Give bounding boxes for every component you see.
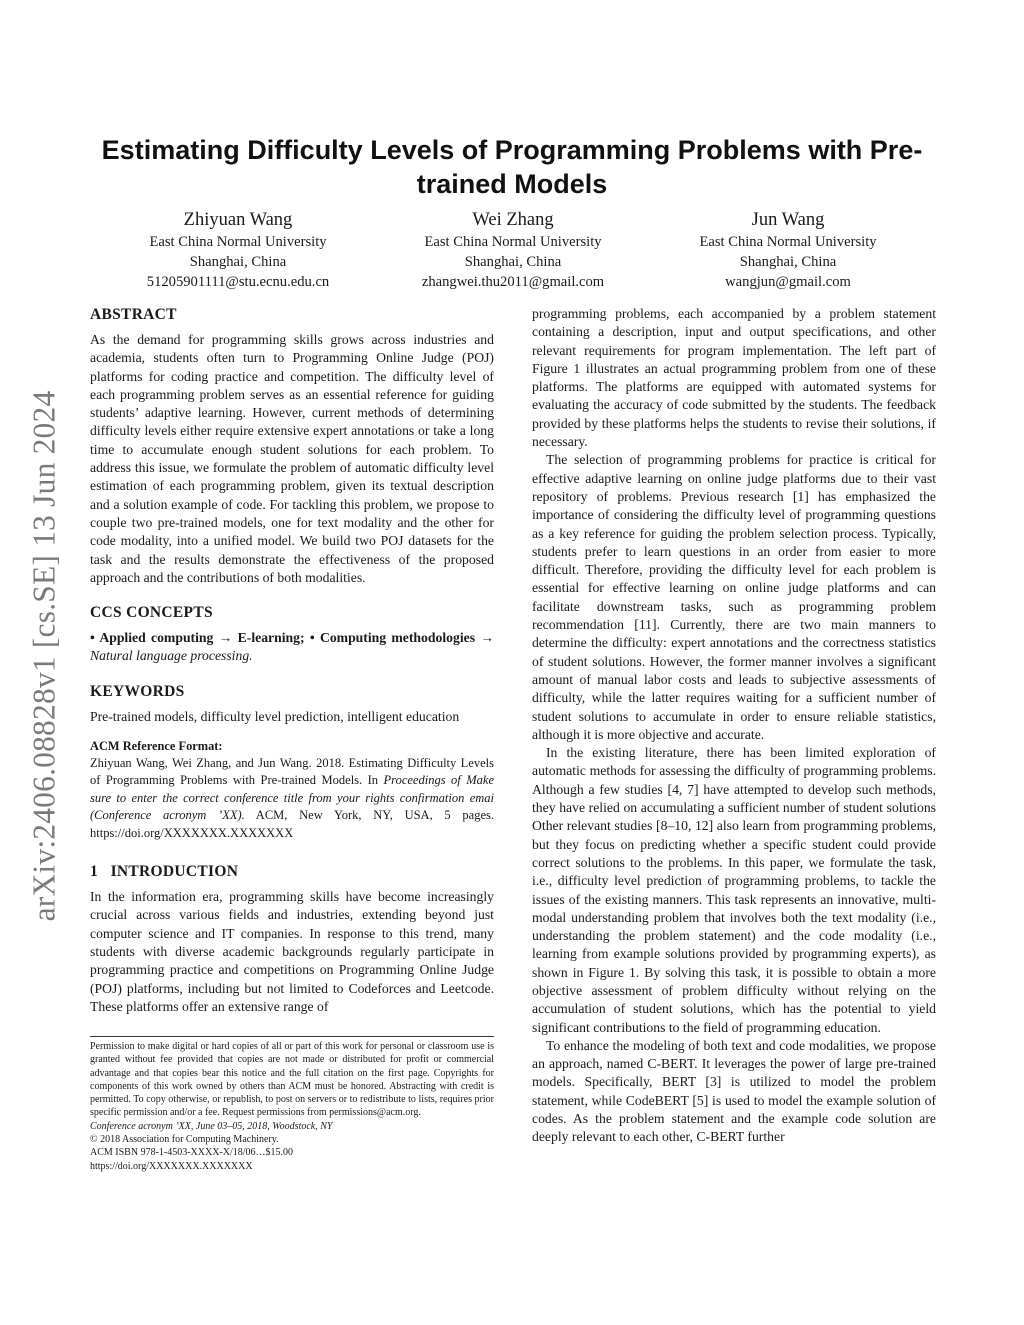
left-column (90, 305, 494, 1016)
author-location: Shanghai, China (464, 254, 562, 270)
author-name: Jun Wang (751, 210, 825, 230)
acm-reference-text: Zhiyuan Wang, Wei Zhang, and Jun Wang. 2018. Estimating Difficulty Levels of Programming Problems with Pre-trained Models. In Proceedings of Make sure to enter the correct conference title from your rights confirmation emai (Conference acronym ’XX). ACM, New York, NY, USA, 5 pages. https://doi.org/XXXXXXX.XXXXXXX (90, 756, 495, 840)
arxiv-identifier: arXiv:2406.08828v1 [cs.SE] 13 Jun 2024 (26, 390, 61, 922)
author-name: Wei Zhang (472, 210, 554, 230)
paper-title: Estimating Difficulty Levels of Programming Problems with Pre-trained Models (101, 135, 923, 199)
ccs-item-elearning: • Applied computing → E-learning; (90, 630, 305, 646)
ccs-concepts (90, 629, 494, 666)
isbn-line: ACM ISBN 978-1-4503-XXXX-X/18/06…$15.00 (90, 1147, 294, 1159)
author-location: Shanghai, China (189, 254, 287, 270)
author-block (373, 208, 653, 292)
permission-footnote (90, 1036, 494, 1173)
ccs-heading: CCS CONCEPTS (90, 604, 213, 622)
conference-info: Conference acronym ’XX, June 03–05, 2018, Woodstock, NY (90, 1120, 333, 1132)
body-paragraph: The selection of programming problems for practice is critical for effective adaptive learning on online judge platforms due to their vast repository of problems. Previous research [1] has emphasized the importance of considering the difficulty level of programming questions as a key reference for guiding the problem selection process. Typically, students prefer to learn questions in an order from easier to more difficult. Therefore, providing the difficulty level for each problem is essential for effective learning on online judge platforms and can facilitate downstream tasks, such as programming problem recommendation [11]. Currently, there are two main manners to determine the difficulty: expert annotations and the correctness statistics of student solutions. However, the former manner involves a significant amount of manual labor costs and leads to subjective assessments of difficulty, while the latter requires waiting for a sufficient number of student solutions to accumulate in order to ensure reliable statistics, although it is more objective and accurate. (532, 452, 936, 742)
author-name: Zhiyuan Wang (183, 210, 293, 230)
author-block (648, 208, 928, 292)
abstract-heading: ABSTRACT (90, 306, 177, 323)
doi-link[interactable]: https://doi.org/XXXXXXX.XXXXXXX (90, 1160, 253, 1172)
ccs-item-nlp: Natural language processing. (90, 648, 253, 664)
author-email[interactable]: wangjun@gmail.com (725, 274, 851, 290)
right-column (532, 305, 936, 1147)
author-affiliation: East China Normal University (424, 234, 602, 250)
permission-text: Permission to make digital or hard copies of all or part of this work for personal or classroom use is granted without fee provided that copies are not made or distributed for profit or commercial advantage and that copies bear this notice and the full citation on the first page. Copyrights for components of this work owned by others than ACM must be honored. Abstracting with credit is permitted. To copy otherwise, or republish, to post on servers or to redistribute to lists, requires prior specific permission and/or a fee. Request permissions from permissions@acm.org. (90, 1041, 494, 1119)
author-affiliation: East China Normal University (149, 234, 327, 250)
body-paragraph: To enhance the modeling of both text and code modalities, we propose an approach, named C-BERT. It leverages the power of large pre-trained models. Specifically, BERT [3] is utilized to model the problem statement, while CodeBERT [5] is used to model the example solution of codes. As the problem statement and the example code solution are deeply relevant to each other, C-BERT further (532, 1037, 936, 1145)
author-email[interactable]: zhangwei.thu2011@gmail.com (421, 274, 605, 290)
body-paragraph: programming problems, each accompanied by a problem statement containing a description, input and output specifications, and other relevant requirements for program implementation. The left part of Figure 1 illustrates an actual programming problem from one of these platforms. The platforms are equipped with automated systems for evaluating the accuracy of code submitted by the students. The feedback provided by these platforms helps the students to revise their solutions, if necessary. (532, 306, 936, 450)
keywords-heading: KEYWORDS (90, 682, 185, 700)
author-email[interactable]: 51205901111@stu.ecnu.edu.cn (146, 274, 330, 290)
introduction-heading: 1 INTRODUCTION (90, 863, 239, 881)
ccs-item-computing: • Computing methodologies → (309, 630, 495, 646)
introduction-paragraph: In the information era, programming skills have become increasingly crucial across various fields and industries, extending beyond just computer science and IT companies. In response to this trend, many students with diverse academic backgrounds regularly participate in programming practice and competitions on Programming Online Judge (POJ) platforms, including but not limited to Codeforces and Leetcode. These platforms offer an extensive range of (90, 889, 494, 1014)
author-affiliation: East China Normal University (699, 234, 877, 250)
acm-reference-heading: ACM Reference Format: (90, 739, 223, 754)
keywords-text: Pre-trained models, difficulty level prediction, intelligent education (90, 708, 460, 724)
copyright-line: © 2018 Association for Computing Machinery. (90, 1134, 279, 1146)
author-location: Shanghai, China (739, 254, 837, 270)
author-block (98, 208, 378, 292)
body-paragraph: In the existing literature, there has been limited exploration of automatic methods for assessing the difficulty of programming problems. Although a few studies [4, 7] have attempted to develop such methods, they have relied on accumulating a sufficient number of student solutions Other relevant studies [8–10, 12] also learn from programming problems, but they focus on predicting whether a specific student could provide correct solutions to the problems. In this paper, we formulate the task, i.e., difficulty level prediction of programming problems, to tackle the issues of the existing manners. This task represents an innovative, multi-modal understanding problem that involves both the text modality (i.e., understanding the problem statement) and the code modality (i.e., learning from example solutions provided by programming experts), as shown in Figure 1. By solving this task, it is possible to obtain a more objective assessment of problem difficulty without relying on the accumulation of student solutions, which has the potential to yield significant contributions to the field of programming education. (532, 745, 936, 1035)
abstract-text: As the demand for programming skills grows across industries and academia, students often turn to Programming Online Judge (POJ) platforms for coding practice and competition. The difficulty level of each programming problem serves as an essential reference for guiding students’ adaptive learning. However, current methods of determining difficulty levels either require extensive expert annotations or take a long time to accumulate enough student solutions for each problem. To address this issue, we formulate the problem of automatic difficulty level estimation of each programming problem, given its textual description and a solution example of code. For tackling this problem, we propose to couple two pre-trained models, one for text modality and the other for code modality, into a unified model. We build two POJ datasets for the task and the results demonstrate the effectiveness of the proposed approach and the contributions of both modalities. (90, 332, 494, 585)
